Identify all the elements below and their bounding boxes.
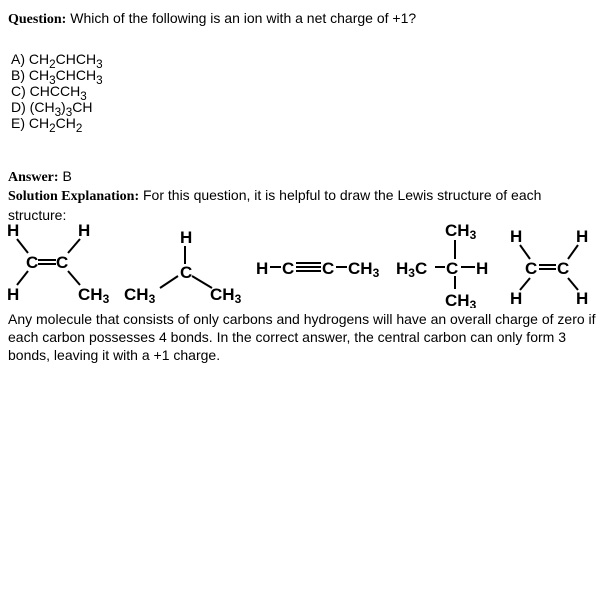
option-letter: B) — [11, 67, 25, 83]
lewis-structures — [0, 218, 600, 308]
structure-4 — [396, 221, 488, 308]
option-letter: E) — [11, 115, 25, 131]
methyl-group: CH3 — [445, 291, 477, 308]
option-letter: D) — [11, 99, 26, 115]
atom-h: H — [7, 285, 20, 304]
methyl-group: H3C — [396, 259, 428, 280]
atom-h: H — [576, 227, 589, 246]
option-e — [11, 115, 82, 137]
methyl-group: CH3 — [445, 221, 477, 242]
atom-c: C — [525, 259, 538, 278]
atom-h: H — [476, 259, 489, 278]
atom-c: C — [557, 259, 570, 278]
methyl-group: CH3 — [124, 285, 156, 306]
closing-paragraph: Any molecule that consists of only carbons and hydrogens will have an overall charge of zero if each carbon possesses 4 bonds. In the correct answer, the central carbon can only form 3 bonds, leaving it with a +1 charge. — [8, 311, 596, 363]
atom-h: H — [7, 221, 20, 240]
atom-c: C — [446, 259, 459, 278]
atom-c: C — [26, 253, 39, 272]
option-formula: $CHCCH_3$ — [29, 83, 87, 103]
option-formula: $CH_2CHCH_3$ — [28, 51, 103, 71]
answer-line — [8, 168, 72, 186]
atom-h: H — [576, 289, 589, 308]
structure-1 — [7, 221, 110, 306]
question-text: Which of the following is an ion with a net charge of +1? — [70, 10, 417, 26]
methyl-group: CH3 — [210, 285, 242, 306]
methyl-group: CH3 — [78, 285, 110, 306]
option-letter: C) — [11, 83, 26, 99]
atom-h: H — [78, 221, 91, 240]
atom-c: C — [56, 253, 69, 272]
atom-h: H — [510, 289, 523, 308]
question-line — [8, 10, 416, 28]
atom-h: H — [180, 228, 193, 247]
atom-h: H — [256, 259, 269, 278]
explanation-label: Solution Explanation: — [8, 189, 140, 204]
structure-5 — [510, 227, 588, 308]
atom-h: H — [510, 227, 523, 246]
option-letter: A) — [11, 51, 25, 67]
structure-2 — [124, 228, 242, 306]
atom-c: C — [180, 263, 193, 282]
answer-label: Answer: — [8, 170, 59, 185]
atom-c: C — [322, 259, 335, 278]
option-formula: $CH_3CHCH_3$ — [28, 67, 103, 87]
question-label: Question: — [8, 12, 67, 27]
option-formula: $(CH_3)_3CH$ — [29, 99, 93, 119]
explanation-text: For this question, it is helpful to draw the Lewis structure of each structure: — [8, 187, 542, 223]
atom-c: C — [282, 259, 295, 278]
bonds — [17, 239, 578, 290]
answer-value: B — [62, 168, 72, 184]
option-formula: $CH_2CH_2$ — [28, 115, 83, 135]
methyl-group: CH3 — [348, 259, 380, 280]
